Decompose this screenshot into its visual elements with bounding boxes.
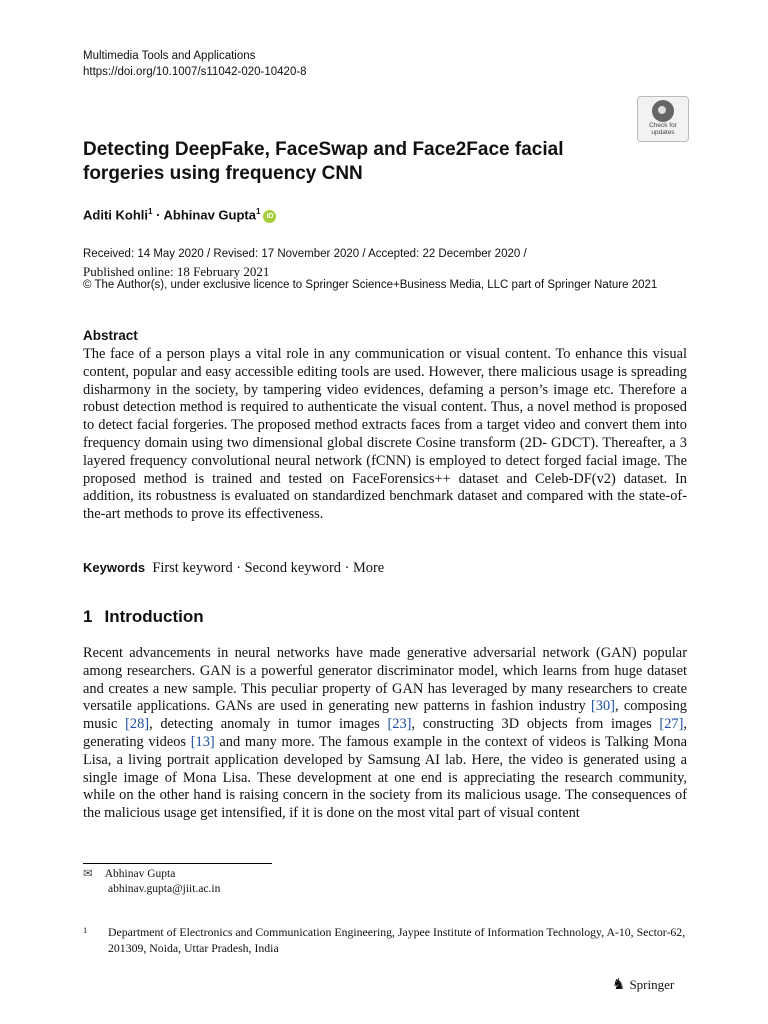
- citation-link[interactable]: [23]: [387, 716, 412, 733]
- abstract-text: The face of a person plays a vital role in any communication or visual content. To enhance this visual content, popular and easy accessible editing tools are used. However, there malicious usage is spreading disharmony in the society, by tampering video evidences, defaming a person’s image etc. Therefore a robust detection method is required to authenticate the visual content. Thus, a novel method is proposed to detect facial forgeries. The proposed method extracts faces from a target video and convert them into frequency domain using two dimensional global discrete Cosine transform (2D- GDCT). Thereafter, a 3 layered frequency convolutional neural network (fCNN) is employed to detect forged facial image. The proposed method is trained and tested on FaceForensics++ dataset and Celeb-DF(v2) dataset. In addition, its robustness is evaluated on standardized benchmark dataset and compared with the state-of-the-art methods to prove its effectiveness.: [83, 346, 687, 523]
- paper-title: Detecting DeepFake, FaceSwap and Face2Face facial forgeries using frequency CNN: [83, 139, 564, 184]
- publisher-logo: [612, 975, 674, 994]
- corresponding-author: [83, 867, 220, 897]
- abstract-heading: Abstract: [83, 328, 138, 343]
- orcid-icon[interactable]: iD: [263, 210, 276, 223]
- affiliation-text: Department of Electronics and Communication Engineering, Jaypee Institute of Information Technology, A-10, Sector-62, 201309, Noida, Uttar Pradesh, India: [108, 925, 686, 955]
- section-heading: [83, 607, 204, 627]
- citation-link[interactable]: [13]: [190, 733, 215, 750]
- citation-link[interactable]: [28]: [125, 716, 150, 733]
- intro-text: , generating videos: [83, 716, 688, 750]
- intro-text: and many more. The famous example in the context of videos is Talking Mona Lisa, a living portrait application developed by Samsung AI lab. Here, the video is generated using a single image of Mona Lisa. These development at one end is appreciating the research community, while on the other hand is raising concern in the society from its malicious usage. The consequences of the malicious usage get intensified, if it is done on the most vital part of visual content: [83, 733, 687, 822]
- section-number: 1: [83, 607, 93, 626]
- author-separator: ·: [152, 207, 164, 223]
- footnote-divider: [83, 863, 272, 864]
- envelope-icon: ✉: [83, 868, 93, 880]
- author-name: Abhinav Gupta: [163, 207, 256, 223]
- publisher-name: Springer: [629, 977, 675, 992]
- history-dates: Received: 14 May 2020 / Revised: 17 November 2020 / Accepted: 22 December 2020 /: [83, 248, 527, 260]
- author-affiliation-mark: 1: [255, 207, 261, 216]
- author-list: [83, 207, 276, 223]
- keywords-label: Keywords: [83, 560, 146, 575]
- badge-line-1: Check for: [649, 122, 677, 129]
- intro-text: Recent advancements in neural networks have made generative adversarial network (GAN) popular among researchers. GAN is a powerful generator discriminator model, which learns from huge dataset and creates a new sample. This peculiar property of GAN has leveraged by many researchers to create versatile applications. GANs are used in generating new patterns in fashion industry: [83, 645, 687, 715]
- copyright-notice: © The Author(s), under exclusive licence to Springer Science+Business Media, LLC part of Springer Nature 2021: [83, 279, 658, 291]
- published-date: Published online: 18 February 2021: [83, 264, 270, 279]
- author-name: Aditi Kohli: [83, 207, 148, 223]
- introduction-paragraph: [83, 645, 687, 823]
- doi-link[interactable]: https://doi.org/10.1007/s11042-020-10420-8: [83, 66, 307, 78]
- footnote-mark: 1: [83, 925, 88, 935]
- journal-name: Multimedia Tools and Applications: [83, 50, 256, 62]
- keywords: [83, 560, 384, 577]
- citation-link[interactable]: [27]: [659, 716, 684, 733]
- corresponding-author-email[interactable]: abhinav.gupta@jiit.ac.in: [108, 883, 221, 895]
- section-title: Introduction: [104, 607, 204, 626]
- intro-text: , constructing 3D objects from images: [411, 716, 660, 733]
- check-updates-icon: [652, 100, 674, 122]
- citation-link[interactable]: [30]: [590, 698, 615, 715]
- keywords-values: First keyword · Second keyword · More: [152, 560, 385, 576]
- badge-line-2: updates: [651, 129, 675, 136]
- intro-text: , detecting anomaly in tumor images: [149, 716, 388, 733]
- check-for-updates-badge[interactable]: [637, 96, 689, 142]
- springer-horse-icon: ♞: [612, 977, 626, 993]
- author-affiliation-mark: 1: [148, 207, 153, 216]
- corresponding-author-name: Abhinav Gupta: [104, 868, 176, 880]
- affiliation-footnote: [83, 925, 687, 956]
- intro-text: , composing music: [83, 698, 687, 733]
